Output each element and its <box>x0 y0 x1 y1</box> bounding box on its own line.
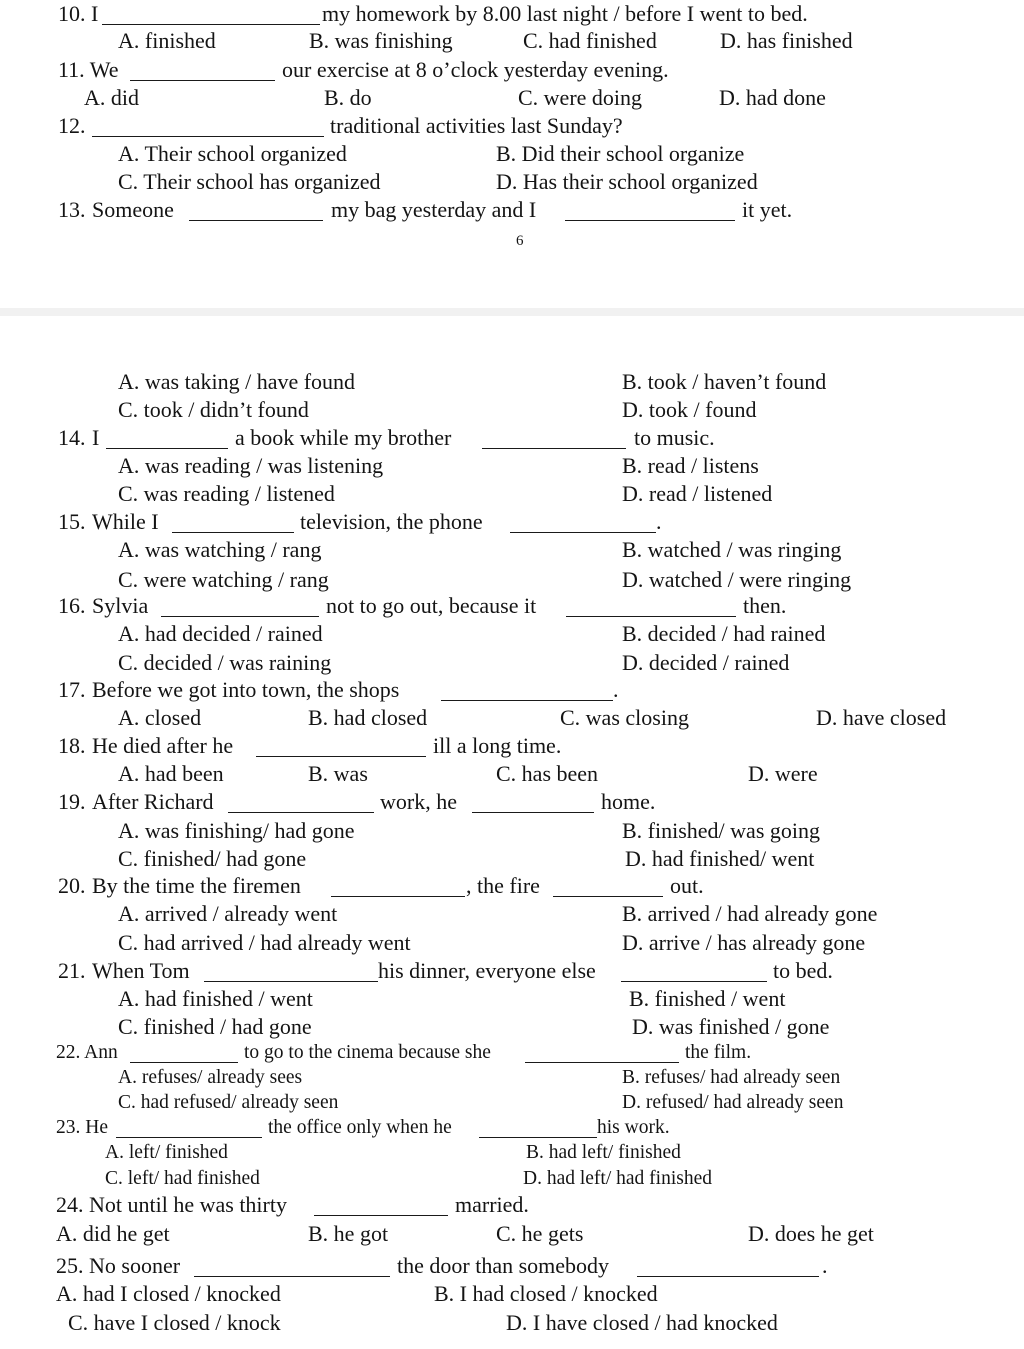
q21-stem-end: to bed. <box>773 958 833 983</box>
q22-option-c: C. had refused/ already seen <box>118 1092 339 1113</box>
q22-option-b: B. refuses/ had already seen <box>622 1067 841 1088</box>
q16-stem-end: then. <box>743 593 787 618</box>
q22-blank-2 <box>525 1062 679 1063</box>
q25-option-d: D. I have closed / had knocked <box>506 1310 778 1335</box>
q18-option-d: D. were <box>748 761 818 786</box>
q19-option-d: D. had finished/ went <box>625 846 815 871</box>
q13-option-c: C. took / didn’t found <box>118 397 309 422</box>
q14-number: 14. <box>58 425 86 450</box>
q22-option-a: A. refuses/ already sees <box>118 1067 303 1088</box>
q23-stem-end: his work. <box>597 1117 670 1138</box>
q24-option-c: C. he gets <box>496 1221 584 1246</box>
q20-option-c: C. had arrived / had already went <box>118 930 411 955</box>
q22-option-d: D. refused/ had already seen <box>622 1092 844 1113</box>
q19-blank-1 <box>228 812 374 813</box>
q17-stem-start: Before we got into town, the shops <box>92 677 400 702</box>
q19-option-c: C. finished/ had gone <box>118 846 307 871</box>
q16-option-a: A. had decided / rained <box>118 621 323 646</box>
q22-blank-1 <box>130 1062 238 1063</box>
q23-option-d: D. had left/ had finished <box>523 1168 712 1189</box>
q23-option-b: B. had left/ finished <box>526 1142 681 1163</box>
q17-number: 17. <box>58 677 86 702</box>
q13-option-a: A. was taking / have found <box>118 369 356 394</box>
q15-stem-middle: television, the phone <box>300 509 483 534</box>
q20-blank-1 <box>331 896 465 897</box>
q20-number: 20. <box>58 873 86 898</box>
q13-stem-middle: my bag yesterday and I <box>331 197 537 222</box>
q15-option-a: A. was watching / rang <box>118 537 322 562</box>
q12-option-b: B. Did their school organize <box>496 141 745 166</box>
q18-option-a: A. had been <box>118 761 224 786</box>
q25-option-b: B. I had closed / knocked <box>434 1281 658 1306</box>
q24-stem-end: married. <box>455 1192 529 1217</box>
q19-number: 19. <box>58 789 86 814</box>
q17-blank <box>441 700 613 701</box>
q15-number: 15. <box>58 509 86 534</box>
q17-option-b: B. had closed <box>308 705 428 730</box>
page-number: 6 <box>516 233 524 249</box>
q12-stem-end: traditional activities last Sunday? <box>330 113 623 138</box>
q15-option-d: D. watched / were ringing <box>622 567 852 592</box>
q18-option-b: B. was <box>308 761 368 786</box>
q16-stem-middle: not to go out, because it <box>326 593 537 618</box>
q19-stem-end: home. <box>601 789 656 814</box>
q21-option-c: C. finished / had gone <box>118 1014 312 1039</box>
q16-option-b: B. decided / had rained <box>622 621 826 646</box>
q10-option-c: C. had finished <box>523 28 657 53</box>
q13-stem-end: it yet. <box>742 197 793 222</box>
q13-blank-2 <box>565 220 735 221</box>
q18-stem-start: He died after he <box>92 733 234 758</box>
q24-option-a: A. did he get <box>56 1221 170 1246</box>
q20-option-a: A. arrived / already went <box>118 901 338 926</box>
q17-option-a: A. closed <box>118 705 202 730</box>
q11-option-d: D. had done <box>719 85 826 110</box>
q25-stem-middle: the door than somebody <box>397 1253 610 1278</box>
q16-number: 16. <box>58 593 86 618</box>
q20-option-d: D. arrive / has already gone <box>622 930 866 955</box>
q25-blank-1 <box>194 1276 390 1277</box>
q11-blank <box>130 80 275 81</box>
q23-blank-2 <box>479 1137 597 1138</box>
q21-blank-1 <box>204 981 378 982</box>
q24-option-b: B. he got <box>308 1221 389 1246</box>
q15-option-c: C. were watching / rang <box>118 567 329 592</box>
q24-blank <box>314 1215 448 1216</box>
q14-blank-1 <box>106 448 228 449</box>
q18-number: 18. <box>58 733 86 758</box>
q20-stem-middle: , the fire <box>466 873 540 898</box>
q25-stem-end: . <box>822 1253 828 1278</box>
q11-option-b: B. do <box>324 85 372 110</box>
q14-option-d: D. read / listened <box>622 481 773 506</box>
q16-option-d: D. decided / rained <box>622 650 790 675</box>
q18-option-c: C. has been <box>496 761 599 786</box>
q19-option-a: A. was finishing/ had gone <box>118 818 355 843</box>
q10-stem-end: my homework by 8.00 last night / before I went to bed. <box>322 1 808 26</box>
q14-blank-2 <box>482 448 626 449</box>
q11-option-a: A. did <box>84 85 139 110</box>
q18-stem-end: ill a long time. <box>433 733 562 758</box>
q23-blank-1 <box>116 1137 262 1138</box>
q12-blank <box>92 136 324 137</box>
q19-blank-2 <box>472 812 594 813</box>
q15-stem-start: While I <box>92 509 159 534</box>
q23-option-a: A. left/ finished <box>105 1142 228 1163</box>
q10-option-d: D. has finished <box>720 28 853 53</box>
q21-stem-start: When Tom <box>92 958 190 983</box>
q19-stem-start: After Richard <box>92 789 214 814</box>
q13-number: 13. <box>58 197 86 222</box>
q11-stem-start: 11. We <box>58 57 119 82</box>
q10-option-a: A. finished <box>118 28 216 53</box>
q20-option-b: B. arrived / had already gone <box>622 901 878 926</box>
q13-option-d: D. took / found <box>622 397 757 422</box>
q18-blank <box>256 756 426 757</box>
q13-blank-1 <box>189 220 323 221</box>
q23-stem-middle: the office only when he <box>268 1117 452 1138</box>
q21-option-d: D. was finished / gone <box>632 1014 830 1039</box>
q14-option-b: B. read / listens <box>622 453 759 478</box>
q14-stem-start: I <box>92 425 100 450</box>
q15-blank-2 <box>510 532 656 533</box>
q15-blank-1 <box>172 532 294 533</box>
q13-stem-start: Someone <box>92 197 174 222</box>
q15-stem-end: . <box>656 509 662 534</box>
q20-stem-start: By the time the firemen <box>92 873 301 898</box>
q15-option-b: B. watched / was ringing <box>622 537 842 562</box>
q14-stem-middle: a book while my brother <box>235 425 452 450</box>
q11-stem-end: our exercise at 8 o’clock yesterday evening. <box>282 57 669 82</box>
q21-stem-middle: his dinner, everyone else <box>378 958 596 983</box>
q21-blank-2 <box>621 981 767 982</box>
q11-option-c: C. were doing <box>518 85 643 110</box>
q19-option-b: B. finished/ was going <box>622 818 820 843</box>
q14-option-a: A. was reading / was listening <box>118 453 384 478</box>
q23-option-c: C. left/ had finished <box>105 1168 260 1189</box>
q17-option-d: D. have closed <box>816 705 947 730</box>
q10-option-b: B. was finishing <box>309 28 453 53</box>
page-separator <box>0 308 1024 316</box>
q25-option-a: A. had I closed / knocked <box>56 1281 281 1306</box>
q16-stem-start: Sylvia <box>92 593 149 618</box>
q16-blank-1 <box>161 616 319 617</box>
q24-stem-start: 24. Not until he was thirty <box>56 1192 287 1217</box>
q22-stem-end: the film. <box>685 1042 752 1063</box>
q21-option-a: A. had finished / went <box>118 986 313 1011</box>
q12-number: 12. <box>58 113 86 138</box>
q25-blank-2 <box>637 1276 819 1277</box>
q12-option-c: C. Their school has organized <box>118 169 381 194</box>
q12-option-a: A. Their school organized <box>118 141 347 166</box>
q21-number: 21. <box>58 958 86 983</box>
q10-blank <box>102 24 320 25</box>
q25-stem-start: 25. No sooner <box>56 1253 181 1278</box>
q20-stem-end: out. <box>670 873 704 898</box>
q20-blank-2 <box>553 896 663 897</box>
q14-option-c: C. was reading / listened <box>118 481 335 506</box>
q21-option-b: B. finished / went <box>629 986 786 1011</box>
q23-stem-start: 23. He <box>56 1117 108 1138</box>
q24-option-d: D. does he get <box>748 1221 874 1246</box>
q25-option-c: C. have I closed / knock <box>68 1310 281 1335</box>
q10-stem-start: 10. I <box>58 1 99 26</box>
q22-stem-start: 22. Ann <box>56 1042 118 1063</box>
q16-blank-2 <box>566 616 736 617</box>
q17-stem-end: . <box>613 677 619 702</box>
q22-stem-middle: to go to the cinema because she <box>244 1042 491 1063</box>
q16-option-c: C. decided / was raining <box>118 650 332 675</box>
q14-stem-end: to music. <box>634 425 715 450</box>
q13-option-b: B. took / haven’t found <box>622 369 827 394</box>
q17-option-c: C. was closing <box>560 705 689 730</box>
q19-stem-middle: work, he <box>380 789 457 814</box>
q12-option-d: D. Has their school organized <box>496 169 758 194</box>
